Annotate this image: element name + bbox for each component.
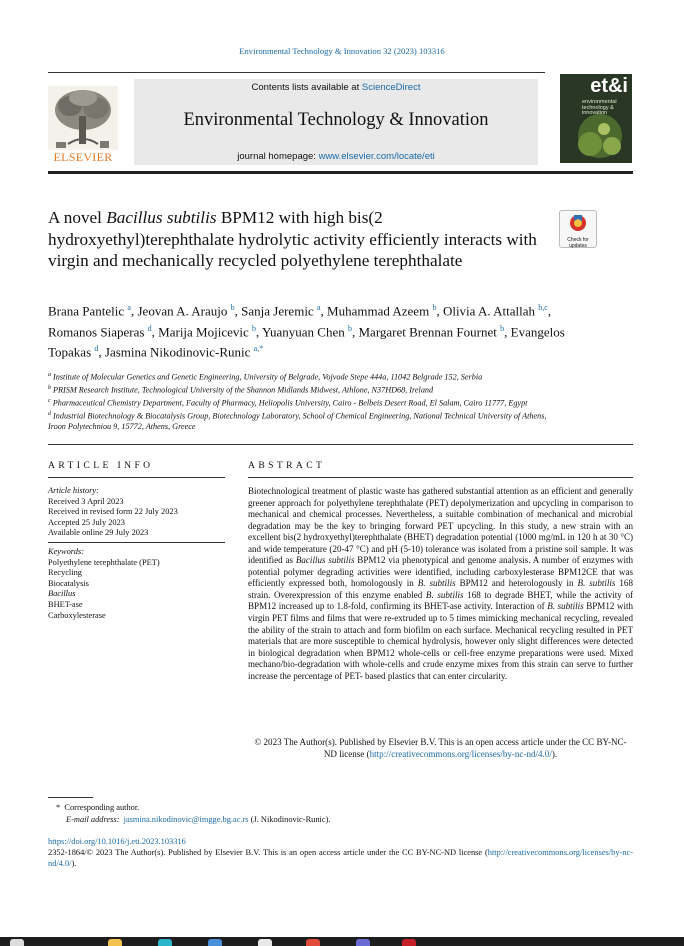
abstract-text: Biotechnological treatment of plastic waste has gathered substantial attention as an efficient and generally greener approach for polyethylene terephthalate (PET) depolymerization and upcycling in comparison to mechanical and chemical processes. Nevertheless, a suitable combination of mechanical and microbial degradation may be the key to bringing forward PET upcycling. In this study, a new strain with an excellent bis(2 hydroxyethyl)terephthalate (BHET) degradation potential (1000 mg/mL in 120 h at 30 °C) and wide temperature (20-47 °C) and pH (5-10) tolerance was isolated from a pristine soil sample. It was identified as Bacillus subtilis BPM12 via phenotypical and genome analysis. A number of enzymes with potential polymer degrading activities were identified, including carboxylesterase BPM12CE that was efficiently expressed both, homologously in B. subtilis BPM12 and heterologously in B. subtilis 168 strain. Overexpression of this enzyme enabled B. subtilis 168 to degrade BHET, while the activity of BPM12 increased up to 1.8-fold, confirming its BHET-ase activity. Interaction of B. subtilis BPM12 with virgin PET films and films that were re-extruded up to 5 times mimicking mechanical recycling, revealed the ability of the strain to attach and form biofilm on each surface. Mechanical recycling resulted in PET materials that are more susceptible to chemical hydrolysis, however only slight differences were detected in biological degradation when BPM12 whole-cells or cell-free enzyme preparations were used. Mixed mechano/bio-degradation with whole-cells and crude enzyme mixes from this strain can serve to further increase the percentage of PET- based plastics that can enter circularity. bbox=[248, 486, 634, 681]
keyword-item: Polyethylene terephthalate (PET) bbox=[48, 557, 160, 567]
doi-link[interactable]: https://doi.org/10.1016/j.eti.2023.103316 bbox=[48, 837, 186, 846]
keywords-list: Keywords: Polyethylene terephthalate (PET) Recycling Biocatalysis Bacillus BHET-ase Carboxylesterase bbox=[48, 547, 225, 621]
store-icon[interactable] bbox=[208, 939, 222, 946]
affiliation-item: $^d$ Industrial Biotechnology & Biocatalysis Group, Biotechnology Laboratory, School of Chemical Engineering, National Technical University of Athens, Iroon Polytechniou 9, 15772, Athens, Greece bbox=[48, 411, 547, 432]
check-updates-label: Check for updates bbox=[567, 237, 589, 249]
author-affiliation-marker[interactable]: a bbox=[127, 303, 131, 312]
keyword-item: Bacillus bbox=[48, 589, 76, 599]
article-info-heading: ARTICLE INFO bbox=[48, 460, 154, 471]
affiliation-rule bbox=[48, 444, 633, 445]
history-item: Received in revised form 22 July 2023 bbox=[48, 507, 178, 517]
author-affiliation-marker[interactable]: b bbox=[500, 323, 505, 333]
license-link[interactable]: http://creativecommons.org/licenses/by-nc-nd/4.0/ bbox=[369, 748, 552, 759]
email-link[interactable]: jasmina.nikodinovic@imgge.bg.ac.rs bbox=[123, 814, 249, 824]
header-thick-rule bbox=[48, 171, 633, 174]
journal-title: Environmental Technology & Innovation bbox=[183, 110, 489, 130]
bookmark-badge-icon bbox=[560, 211, 596, 233]
author-name[interactable]: Margaret Brennan Fournet bbox=[358, 323, 497, 339]
history-item: Received 3 April 2023 bbox=[48, 496, 124, 506]
abstract-rule bbox=[248, 477, 633, 478]
author-name[interactable]: Jeovan A. Araujo bbox=[137, 303, 228, 319]
author-name[interactable]: Olivia A. Attallah bbox=[442, 303, 536, 319]
affiliation-item: $^b$ PRISM Research Institute, Technological University of the Shannon Midlands Midwest, Athlone, N37HD68, Ireland bbox=[48, 385, 434, 395]
folder-icon[interactable] bbox=[108, 939, 122, 946]
author-affiliation-marker[interactable]: d bbox=[94, 344, 99, 354]
app-icon[interactable] bbox=[306, 939, 320, 946]
author-name[interactable]: Sanja Jeremic bbox=[241, 303, 314, 319]
keyword-item: Recycling bbox=[48, 568, 82, 578]
taskbar bbox=[0, 937, 684, 946]
article-info-rule bbox=[48, 477, 225, 478]
cover-logo: et&i bbox=[590, 75, 628, 97]
corresponding-author-note: * Corresponding author. E-mail address: jasmina.nikodinovic@imgge.bg.ac.rs (J. Nikodinovic-Runic). bbox=[56, 803, 331, 824]
history-item: Accepted 25 July 2023 bbox=[48, 517, 125, 527]
elsevier-wordmark: ELSEVIER bbox=[53, 150, 113, 164]
paper-title: A novel Bacillus subtilis BPM12 with high bis(2 hydroxyethyl)terephthalate hydrolytic activity efficiently interacts with virgin and mechanically recycled polyethylene terephthalate bbox=[48, 208, 537, 270]
teams-icon[interactable] bbox=[356, 939, 370, 946]
abstract-heading: ABSTRACT bbox=[248, 460, 326, 471]
keyword-item: Carboxylesterase bbox=[48, 610, 106, 620]
history-item: Available online 29 July 2023 bbox=[48, 528, 149, 538]
homepage-link[interactable]: www.elsevier.com/locate/eti bbox=[318, 151, 435, 162]
abstract-copyright: © 2023 The Author(s). Published by Elsevier B.V. This is an open access article under the CC BY-NC-ND license (http://creativecommons.org/licenses/by-nc-nd/4.0/). bbox=[254, 737, 627, 759]
keywords-rule bbox=[48, 542, 225, 543]
contents-line: Contents lists available at ScienceDirect bbox=[251, 82, 421, 93]
affiliation-list bbox=[48, 370, 548, 432]
author-affiliation-marker[interactable]: b bbox=[347, 323, 352, 333]
affiliation-item: $^a$ Institute of Molecular Genetics and Genetic Engineering, University of Belgrade, Vojvode Stepe 444a, 11042 Belgrade 152, Serbia bbox=[48, 372, 483, 382]
search-icon[interactable] bbox=[10, 939, 24, 946]
check-for-updates-button[interactable] bbox=[559, 210, 597, 248]
author-name[interactable]: Evangelos Topakas bbox=[48, 323, 565, 360]
author-affiliation-marker[interactable]: d bbox=[147, 323, 152, 333]
author-name[interactable]: Marija Mojicevic bbox=[158, 323, 249, 339]
author-affiliation-marker[interactable]: b bbox=[230, 303, 235, 312]
keyword-item: Biocatalysis bbox=[48, 578, 89, 588]
author-affiliation-marker[interactable]: a,* bbox=[253, 344, 264, 354]
edge-icon[interactable] bbox=[158, 939, 172, 946]
journal-reference[interactable]: Environmental Technology & Innovation 32 (2023) 103316 bbox=[239, 46, 445, 56]
affiliation-item: $^c$ Pharmaceutical Chemistry Department, Faculty of Pharmacy, Heliopolis University, Cairo - Belbeis Desert Road, El Salam, Cairo 11777, Egypt bbox=[48, 398, 528, 408]
author-affiliation-marker[interactable]: b bbox=[252, 323, 257, 333]
homepage-line: journal homepage: www.elsevier.com/locate/eti bbox=[237, 151, 435, 162]
author-affiliation-marker[interactable]: a bbox=[316, 303, 321, 312]
article-history: Article history: Received 3 April 2023 Received in revised form 22 July 2023 Accepted 25 July 2023 Available online 29 July 2023 bbox=[48, 486, 225, 539]
author-name[interactable]: Jasmina Nikodinovic-Runic bbox=[104, 344, 251, 360]
sciencedirect-link[interactable]: ScienceDirect bbox=[361, 82, 421, 93]
pdf-reader-icon[interactable] bbox=[402, 939, 416, 946]
footer-license-link[interactable]: http://creativecommons.org/licenses/by-nc-nd/4.0/ bbox=[48, 848, 633, 868]
author-list: Brana Pantelic $^a$, Jeovan A. Araujo $^b$, Sanja Jeremic $^a$, Muhammad Azeem $^b$, Olivia A. Attallah $^{b,c}$, Romanos Siaperas $^d$, Marija Mojicevic $^b$, Yuanyuan Chen $^b$, Margaret Brennan Fournet $^b$, Evangelos Topakas $^d$, Jasmina Nikodinovic-Runic $^{a,*}$ bbox=[48, 303, 565, 360]
chrome-icon[interactable] bbox=[258, 939, 272, 946]
page-footer: https://doi.org/10.1016/j.eti.2023.103316 2352-1864/© 2023 The Author(s). Published by Elsevier B.V. This is an open access article under the CC BY-NC-ND license (http://creativecommons.org/licenses/by-nc-nd/4.0/). bbox=[48, 837, 633, 868]
author-affiliation-marker[interactable]: b bbox=[432, 303, 437, 312]
author-name[interactable]: Romanos Siaperas bbox=[48, 323, 145, 339]
cover-subtitle: environmental technology & innovation bbox=[582, 99, 617, 116]
author-affiliation-marker[interactable]: b,c bbox=[538, 303, 548, 312]
author-name[interactable]: Brana Pantelic bbox=[48, 303, 125, 319]
author-name[interactable]: Yuanyuan Chen bbox=[262, 323, 345, 339]
top-rule bbox=[48, 72, 545, 73]
footnote-rule bbox=[48, 797, 93, 798]
keyword-item: BHET-ase bbox=[48, 599, 83, 609]
author-name[interactable]: Muhammad Azeem bbox=[327, 303, 430, 319]
journal-cover[interactable] bbox=[560, 74, 632, 163]
